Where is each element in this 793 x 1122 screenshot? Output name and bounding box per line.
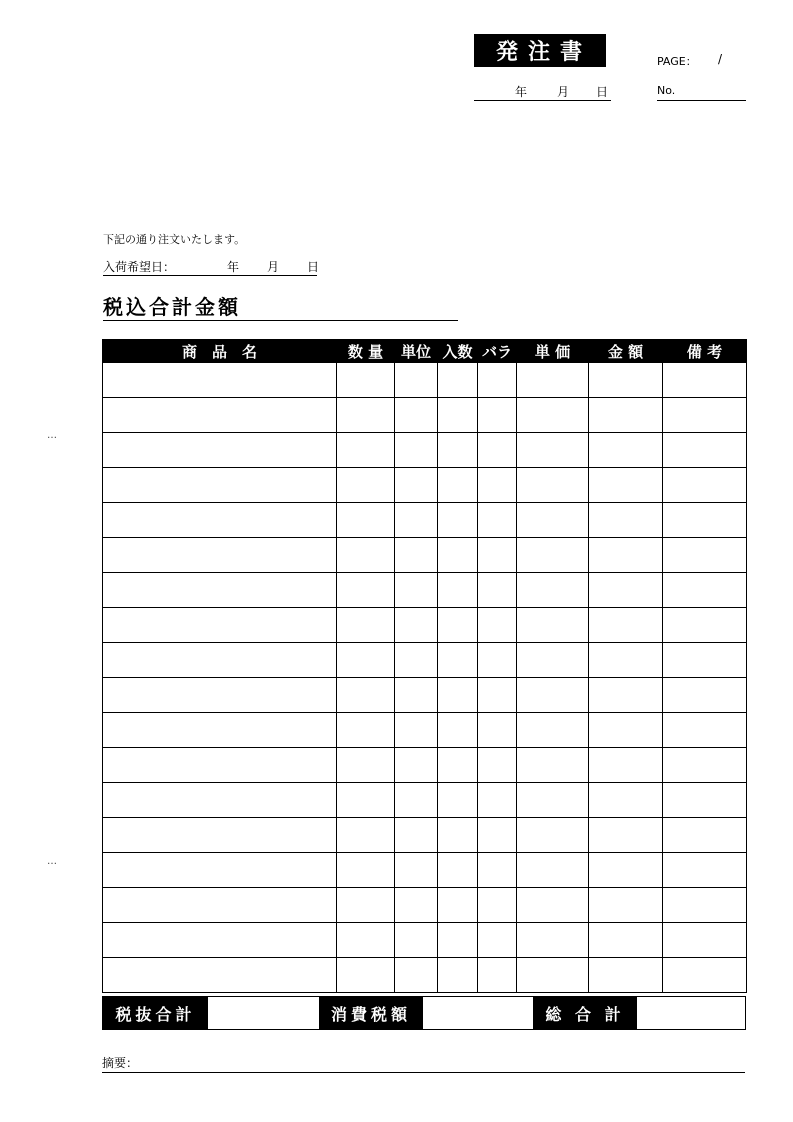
unit-price-cell[interactable] (517, 573, 589, 608)
quantity-cell[interactable] (337, 783, 395, 818)
pack-count-cell[interactable] (438, 468, 478, 503)
product-name-cell[interactable] (103, 923, 337, 958)
unit-cell[interactable] (395, 433, 438, 468)
pack-count-cell[interactable] (438, 433, 478, 468)
table-body (103, 363, 747, 993)
unit-price-cell[interactable] (517, 398, 589, 433)
unit-cell[interactable] (395, 608, 438, 643)
table-row (103, 853, 747, 888)
table-row (103, 783, 747, 818)
unit-price-cell[interactable] (517, 748, 589, 783)
loose-cell[interactable] (478, 538, 517, 573)
loose-cell[interactable] (478, 503, 517, 538)
page-label: PAGE： (657, 55, 697, 68)
grand-total-label: 総 合 計 (533, 997, 637, 1029)
table-row (103, 398, 747, 433)
unit-cell[interactable] (395, 888, 438, 923)
amount-cell[interactable] (589, 503, 663, 538)
remarks-cell[interactable] (663, 748, 747, 783)
amount-cell[interactable] (589, 643, 663, 678)
remarks-label: 摘要： (102, 1056, 139, 1070)
loose-cell[interactable] (478, 398, 517, 433)
tax-included-total-label: 税込合計金額 (103, 295, 241, 319)
loose-cell[interactable] (478, 643, 517, 678)
amount-cell[interactable] (589, 818, 663, 853)
unit-cell[interactable] (395, 573, 438, 608)
pack-count-cell[interactable] (438, 398, 478, 433)
pack-count-cell[interactable] (438, 923, 478, 958)
loose-cell[interactable] (478, 678, 517, 713)
quantity-cell[interactable] (337, 818, 395, 853)
table-row (103, 503, 747, 538)
table-row (103, 678, 747, 713)
loose-cell[interactable] (478, 608, 517, 643)
table-header-row (103, 340, 747, 363)
remarks-cell[interactable] (663, 958, 747, 993)
unit-cell[interactable] (395, 923, 438, 958)
pack-count-cell[interactable] (438, 958, 478, 993)
pack-count-cell[interactable] (438, 608, 478, 643)
quantity-cell[interactable] (337, 643, 395, 678)
quantity-cell[interactable] (337, 748, 395, 783)
issue-date-field[interactable] (474, 82, 611, 101)
column-header-pack-count: 入数 (438, 340, 478, 363)
product-name-cell[interactable] (103, 643, 337, 678)
product-name-cell[interactable] (103, 398, 337, 433)
subtotal-field[interactable] (208, 997, 319, 1029)
remarks-cell[interactable] (663, 818, 747, 853)
product-name-cell[interactable] (103, 433, 337, 468)
order-items-table (102, 339, 747, 993)
pack-count-cell[interactable] (438, 538, 478, 573)
column-header-quantity: 数 量 (337, 340, 395, 363)
unit-cell[interactable] (395, 643, 438, 678)
pack-count-cell[interactable] (438, 783, 478, 818)
loose-cell[interactable] (478, 363, 517, 398)
pack-count-cell[interactable] (438, 503, 478, 538)
column-header-amount: 金 額 (589, 340, 663, 363)
product-name-cell[interactable] (103, 818, 337, 853)
loose-cell[interactable] (478, 923, 517, 958)
amount-cell[interactable] (589, 468, 663, 503)
remarks-cell[interactable] (663, 713, 747, 748)
margin-mark: … (47, 856, 57, 867)
pack-count-cell[interactable] (438, 748, 478, 783)
unit-cell[interactable] (395, 363, 438, 398)
totals-bar (102, 996, 746, 1030)
issue-year-label: 年 (515, 85, 528, 99)
amount-cell[interactable] (589, 958, 663, 993)
remarks-cell[interactable] (663, 678, 747, 713)
arrival-month-label: 月 (267, 260, 280, 274)
arrival-day-label: 日 (307, 260, 320, 274)
tax-included-total-field[interactable] (103, 291, 458, 321)
product-name-cell[interactable] (103, 573, 337, 608)
quantity-cell[interactable] (337, 363, 395, 398)
table-row (103, 643, 747, 678)
amount-cell[interactable] (589, 923, 663, 958)
unit-price-cell[interactable] (517, 468, 589, 503)
subtotal-label: 税抜合計 (103, 997, 208, 1029)
quantity-cell[interactable] (337, 713, 395, 748)
product-name-cell[interactable] (103, 468, 337, 503)
quantity-cell[interactable] (337, 678, 395, 713)
loose-cell[interactable] (478, 853, 517, 888)
unit-price-cell[interactable] (517, 678, 589, 713)
unit-price-cell[interactable] (517, 538, 589, 573)
product-name-cell[interactable] (103, 678, 337, 713)
unit-cell[interactable] (395, 958, 438, 993)
amount-cell[interactable] (589, 398, 663, 433)
remarks-cell[interactable] (663, 468, 747, 503)
remarks-cell[interactable] (663, 398, 747, 433)
product-name-cell[interactable] (103, 888, 337, 923)
column-header-unit-price: 単 価 (517, 340, 589, 363)
loose-cell[interactable] (478, 573, 517, 608)
quantity-cell[interactable] (337, 958, 395, 993)
loose-cell[interactable] (478, 713, 517, 748)
pack-count-cell[interactable] (438, 363, 478, 398)
unit-cell[interactable] (395, 503, 438, 538)
loose-cell[interactable] (478, 888, 517, 923)
column-header-unit: 単位 (395, 340, 438, 363)
table-row (103, 538, 747, 573)
remarks-field[interactable] (102, 1054, 745, 1073)
order-notice: 下記の通り注文いたします。 (103, 233, 246, 246)
product-name-cell[interactable] (103, 608, 337, 643)
amount-cell[interactable] (589, 853, 663, 888)
quantity-cell[interactable] (337, 538, 395, 573)
product-name-cell[interactable] (103, 713, 337, 748)
product-name-cell[interactable] (103, 538, 337, 573)
quantity-cell[interactable] (337, 433, 395, 468)
loose-cell[interactable] (478, 783, 517, 818)
table-row (103, 573, 747, 608)
product-name-cell[interactable] (103, 503, 337, 538)
unit-price-cell[interactable] (517, 783, 589, 818)
table-row (103, 923, 747, 958)
table-row (103, 958, 747, 993)
issue-month-label: 月 (557, 85, 570, 99)
remarks-cell[interactable] (663, 783, 747, 818)
tax-amount-label: 消費税額 (319, 997, 423, 1029)
amount-cell[interactable] (589, 363, 663, 398)
column-header-loose: バラ (478, 340, 517, 363)
quantity-cell[interactable] (337, 853, 395, 888)
unit-price-cell[interactable] (517, 608, 589, 643)
unit-price-cell[interactable] (517, 433, 589, 468)
table-row (103, 748, 747, 783)
remarks-cell[interactable] (663, 573, 747, 608)
amount-cell[interactable] (589, 713, 663, 748)
table-row (103, 433, 747, 468)
quantity-cell[interactable] (337, 888, 395, 923)
loose-cell[interactable] (478, 958, 517, 993)
unit-price-cell[interactable] (517, 958, 589, 993)
remarks-cell[interactable] (663, 643, 747, 678)
loose-cell[interactable] (478, 748, 517, 783)
page-separator: / (718, 52, 723, 66)
unit-price-cell[interactable] (517, 713, 589, 748)
quantity-cell[interactable] (337, 608, 395, 643)
remarks-cell[interactable] (663, 888, 747, 923)
remarks-cell[interactable] (663, 503, 747, 538)
arrival-year-label: 年 (227, 260, 240, 274)
table-row (103, 468, 747, 503)
remarks-cell[interactable] (663, 923, 747, 958)
amount-cell[interactable] (589, 678, 663, 713)
document-title: 発注書 (474, 34, 606, 67)
document-number-label: No. (657, 84, 676, 97)
document-number-field[interactable] (657, 84, 746, 101)
unit-cell[interactable] (395, 853, 438, 888)
arrival-date-field[interactable] (103, 256, 320, 276)
table-row (103, 363, 747, 398)
product-name-cell[interactable] (103, 748, 337, 783)
pack-count-cell[interactable] (438, 573, 478, 608)
quantity-cell[interactable] (337, 503, 395, 538)
pack-count-cell[interactable] (438, 818, 478, 853)
amount-cell[interactable] (589, 888, 663, 923)
unit-price-cell[interactable] (517, 503, 589, 538)
unit-price-cell[interactable] (517, 888, 589, 923)
column-header-product-name: 商 品 名 (103, 340, 337, 363)
tax-amount-field[interactable] (423, 997, 533, 1029)
pack-count-cell[interactable] (438, 888, 478, 923)
quantity-cell[interactable] (337, 573, 395, 608)
arrival-date-label: 入荷希望日： (103, 260, 176, 274)
column-header-remarks: 備 考 (663, 340, 747, 363)
unit-price-cell[interactable] (517, 363, 589, 398)
amount-cell[interactable] (589, 538, 663, 573)
remarks-cell[interactable] (663, 608, 747, 643)
amount-cell[interactable] (589, 573, 663, 608)
amount-cell[interactable] (589, 433, 663, 468)
unit-cell[interactable] (395, 538, 438, 573)
unit-cell[interactable] (395, 818, 438, 853)
unit-price-cell[interactable] (517, 923, 589, 958)
loose-cell[interactable] (478, 818, 517, 853)
table-row (103, 608, 747, 643)
quantity-cell[interactable] (337, 398, 395, 433)
remarks-cell[interactable] (663, 853, 747, 888)
pack-count-cell[interactable] (438, 643, 478, 678)
unit-cell[interactable] (395, 783, 438, 818)
quantity-cell[interactable] (337, 923, 395, 958)
pack-count-cell[interactable] (438, 678, 478, 713)
margin-mark: … (47, 430, 57, 441)
product-name-cell[interactable] (103, 853, 337, 888)
product-name-cell[interactable] (103, 958, 337, 993)
unit-cell[interactable] (395, 713, 438, 748)
quantity-cell[interactable] (337, 468, 395, 503)
unit-cell[interactable] (395, 468, 438, 503)
unit-cell[interactable] (395, 748, 438, 783)
table-row (103, 888, 747, 923)
table-row (103, 713, 747, 748)
amount-cell[interactable] (589, 748, 663, 783)
amount-cell[interactable] (589, 608, 663, 643)
table-row (103, 818, 747, 853)
amount-cell[interactable] (589, 783, 663, 818)
product-name-cell[interactable] (103, 363, 337, 398)
pack-count-cell[interactable] (438, 853, 478, 888)
issue-day-label: 日 (596, 85, 609, 99)
remarks-cell[interactable] (663, 363, 747, 398)
pack-count-cell[interactable] (438, 713, 478, 748)
remarks-cell[interactable] (663, 433, 747, 468)
grand-total-field[interactable] (637, 997, 745, 1029)
unit-cell[interactable] (395, 398, 438, 433)
loose-cell[interactable] (478, 468, 517, 503)
product-name-cell[interactable] (103, 783, 337, 818)
loose-cell[interactable] (478, 433, 517, 468)
unit-price-cell[interactable] (517, 818, 589, 853)
unit-price-cell[interactable] (517, 643, 589, 678)
unit-cell[interactable] (395, 678, 438, 713)
remarks-cell[interactable] (663, 538, 747, 573)
unit-price-cell[interactable] (517, 853, 589, 888)
